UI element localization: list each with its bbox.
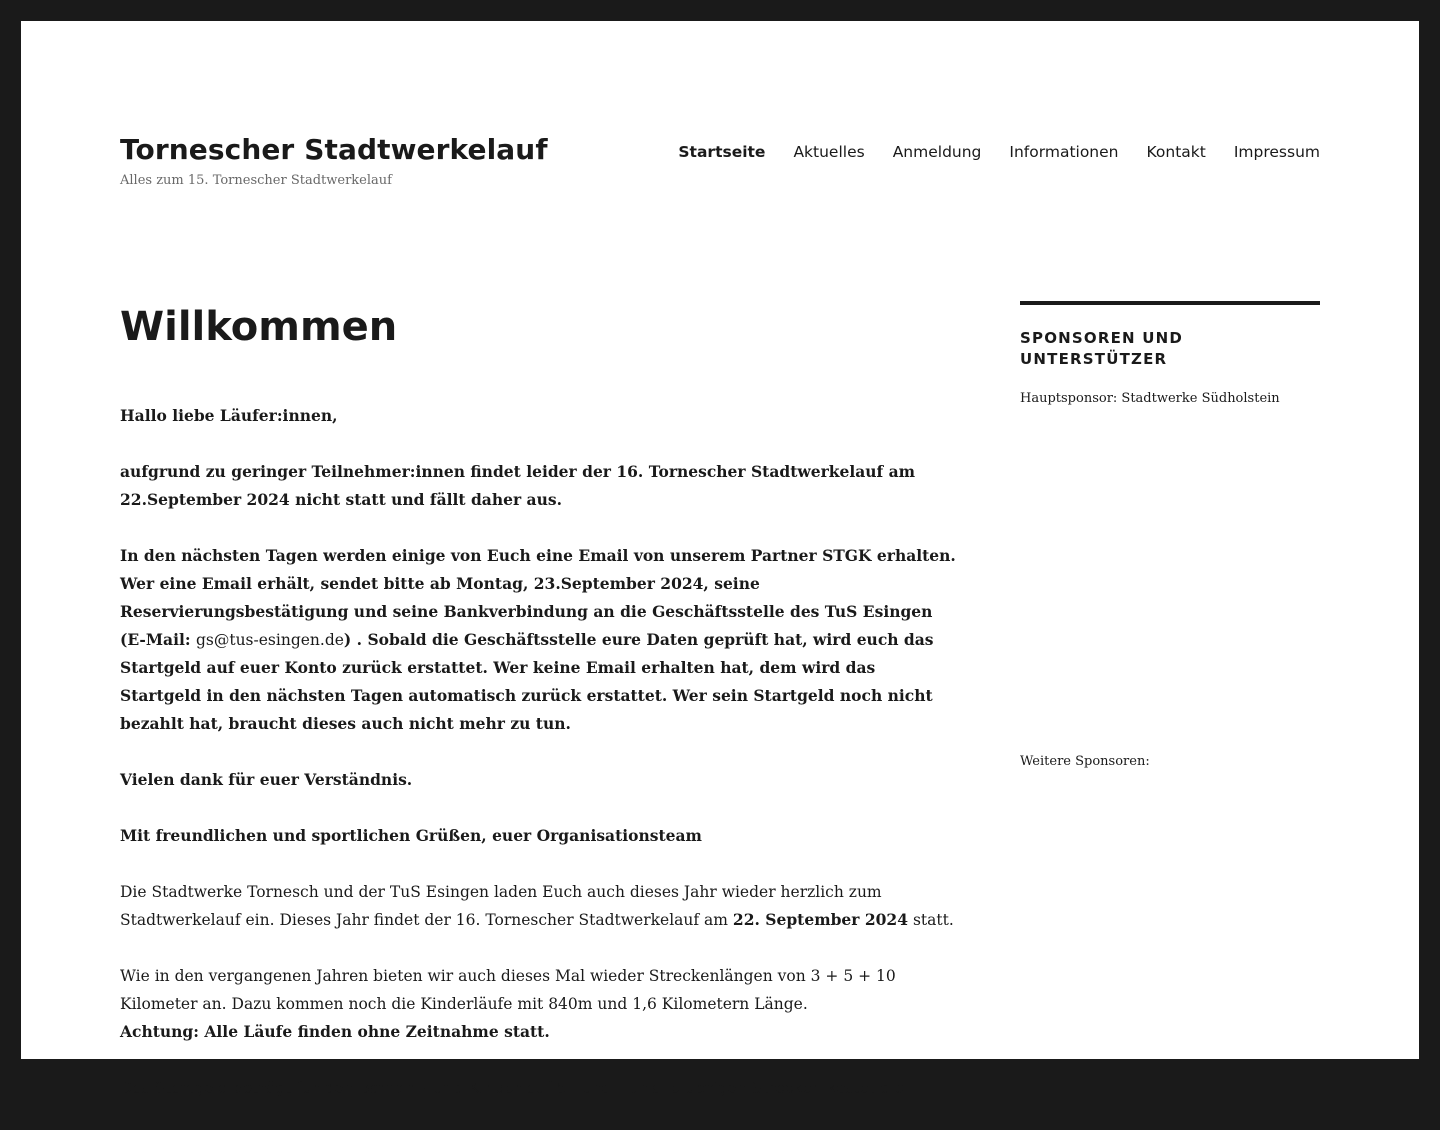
other-sponsors-text: Weitere Sponsoren: xyxy=(1020,754,1150,769)
greeting-text: Hallo liebe Läufer:innen, xyxy=(120,406,338,425)
regards-paragraph xyxy=(120,822,960,850)
sponsor-logo-area xyxy=(1020,409,1320,752)
nav-item-anmeldung[interactable]: Anmeldung xyxy=(892,143,982,161)
timing-note: Achtung: Alle Läufe finden ohne Zeitnahme statt. xyxy=(120,1022,550,1041)
distances-text: Wie in den vergangenen Jahren bieten wir auch dieses Mal wieder Streckenlängen von 3 + 5 + 10 Kilometer an. Dazu kommen noch die Kinderläufe mit 840m und 1,6 Kilometern Länge. xyxy=(120,967,896,1013)
thanks-paragraph xyxy=(120,766,960,794)
regards-text: Mit freundlichen und sportlichen Grüßen, euer Organisationsteam xyxy=(120,826,702,845)
nav-item-startseite[interactable]: Startseite xyxy=(678,143,766,161)
fee-text: Das Startgeld beträgt für den Bambini- und Kinderlauf 5 Euro. Für alle übrigen Strecken kostet die xyxy=(120,1079,905,1097)
event-date: 22. September 2024 xyxy=(732,910,909,929)
widget-title: SPONSOREN UND UNTERSTÜTZER xyxy=(1020,329,1184,368)
main-sponsor-text: Hauptsponsor: Stadtwerke Südholstein xyxy=(1020,391,1280,406)
page xyxy=(21,21,1419,1097)
thanks-text: Vielen dank für euer Verständnis. xyxy=(120,770,413,789)
widget-divider xyxy=(1020,301,1320,305)
invite-paragraph xyxy=(120,878,960,934)
refund-rest-text: ) . Sobald die Geschäftsstelle eure Daten geprüft hat, wird euch das Startgeld auf euer Konto zurück erstattet. Wer keine Email erhalten hat, dem wird das Startgeld in den nächsten Tagen automatisch zurück erstattet. Wer sein Startgeld noch nicht bezahlt hat, braucht dieses auch nicht mehr zu tun. xyxy=(120,630,934,733)
invite-text: Die Stadtwerke Tornesch und der TuS Esingen laden Euch auch dieses Jahr wieder herzlich zum Stadtwerkelauf ein. Dieses Jahr findet der 16. Tornescher Stadtwerkelauf am xyxy=(120,883,882,929)
nav-item-aktuelles[interactable]: Aktuelles xyxy=(793,143,865,161)
page-title: Willkommen xyxy=(120,304,398,350)
site-title-link[interactable]: Tornescher Stadtwerkelauf xyxy=(120,133,548,166)
main-content xyxy=(120,299,960,1130)
nav-item-kontakt[interactable]: Kontakt xyxy=(1146,143,1206,161)
nav-item-impressum[interactable]: Impressum xyxy=(1233,143,1320,161)
cancel-notice-paragraph xyxy=(120,458,960,514)
cancel-notice-text: aufgrund zu geringer Teilnehmer:innen findet leider der 16. Tornescher Stadtwerkelauf am 22.September 2024 nicht statt und fällt daher aus. xyxy=(120,462,916,509)
greeting-paragraph xyxy=(120,402,960,430)
refund-intro-text: In den nächsten Tagen werden einige von Euch eine Email von unserem Partner STGK erhalten. Wer eine Email erhält, sendet bitte ab Montag, 23.September 2024, seine Reservierungsbestätigung und seine Bankverbindung an die Geschäftsstelle des TuS Esingen (E-Mail: xyxy=(120,546,956,649)
entry-content xyxy=(120,402,960,1102)
distances-paragraph xyxy=(120,962,960,1046)
invite-end-text: statt. xyxy=(908,911,954,929)
sidebar xyxy=(1020,301,1320,772)
main-navigation xyxy=(678,143,1320,161)
site-tagline: Alles zum 15. Tornescher Stadtwerkelauf xyxy=(120,173,392,188)
nav-item-informationen[interactable]: Informationen xyxy=(1009,143,1119,161)
refund-paragraph xyxy=(120,542,960,738)
email-link[interactable]: gs@tus-esingen.de xyxy=(195,631,344,649)
fee-paragraph xyxy=(120,1074,960,1102)
site-header xyxy=(120,129,1320,219)
